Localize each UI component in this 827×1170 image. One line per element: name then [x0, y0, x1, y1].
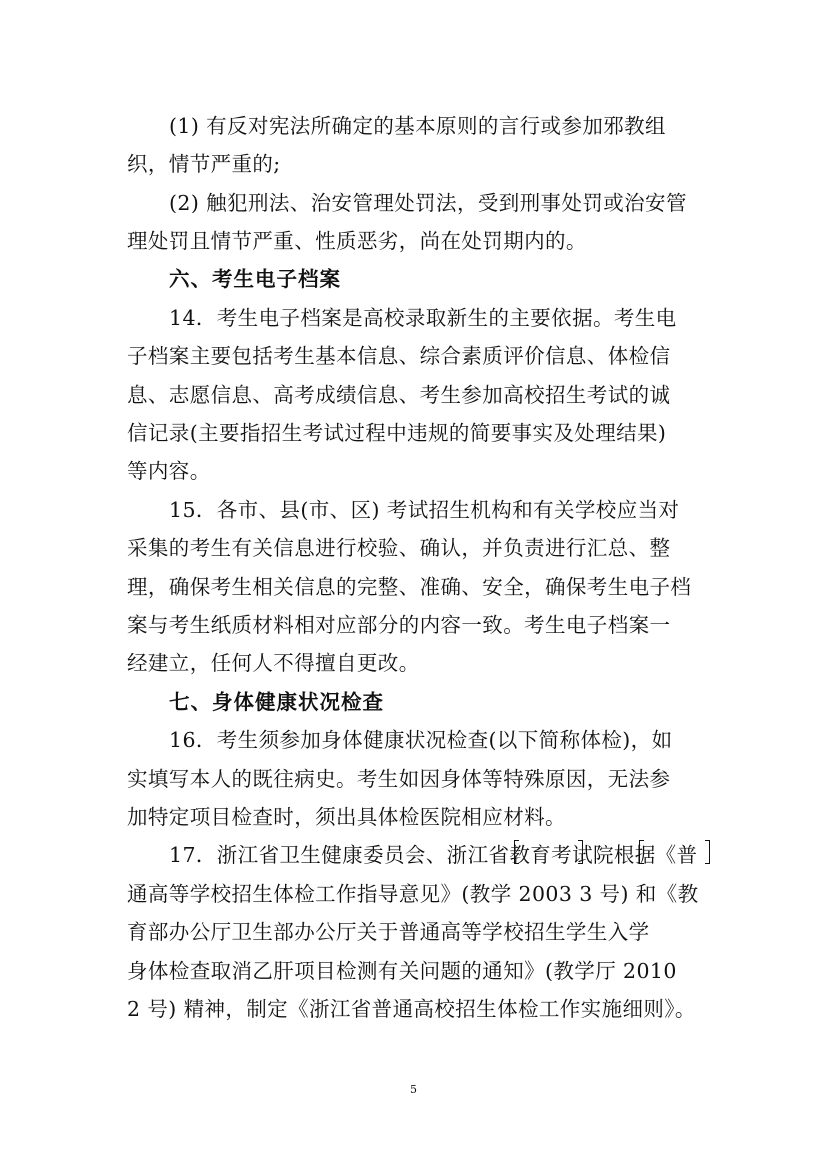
text-line: 通高等学校招生体检工作指导意见》(教学 2003 3 号) 和《教 [127, 882, 699, 906]
text-line: 采集的考生有关信息进行校验、确认，并负责进行汇总、整 [127, 536, 671, 560]
text-line: 15．各市、县(市、区) 考试招生机构和有关学校应当对 [169, 498, 680, 522]
text-line: 经建立，任何人不得擅自更改。 [127, 651, 420, 675]
text-line: 14．考生电子档案是高校录取新生的主要依据。考生电 [169, 306, 677, 330]
text-line: 加特定项目检查时，须出具体检医院相应材料。 [127, 805, 566, 829]
text-line: 理，确保考生相关信息的完整、准确、安全，确保考生电子档 [127, 575, 692, 599]
section-heading: 七、身体健康状况检查 [169, 690, 384, 714]
bracket-mark [705, 840, 710, 864]
text-line: (2) 触犯刑法、治安管理处罚法，受到刑事处罚或治安管 [169, 191, 687, 215]
text-line: 织，情节严重的; [127, 152, 281, 176]
text-line: 等内容。 [127, 459, 211, 483]
text-line: 子档案主要包括考生基本信息、综合素质评价信息、体检信 [127, 344, 671, 368]
bracket-mark [639, 840, 644, 864]
text-line: 2 号) 精神，制定《浙江省普通高校招生体检工作实施细则》。 [127, 997, 696, 1021]
text-line: 16．考生须参加身体健康状况检查(以下简称体检)，如 [169, 728, 673, 752]
bracket-mark [578, 840, 583, 864]
text-line: 实填写本人的既往病史。考生如因身体等特殊原因，无法参 [127, 767, 671, 791]
text-line: 17．浙江省卫生健康委员会、浙江省教育考试院根据《普 [169, 843, 698, 867]
page-number: 5 [410, 1083, 417, 1096]
bracket-mark [514, 840, 519, 864]
section-heading: 六、考生电子档案 [169, 267, 341, 291]
text-line: 信记录(主要指招生考试过程中违规的简要事实及处理结果) [127, 421, 667, 445]
text-line: 理处罚且情节严重、性质恶劣，尚在处罚期内的。 [127, 229, 587, 253]
text-line: 息、志愿信息、高考成绩信息、考生参加高校招生考试的诚 [127, 383, 671, 407]
text-line: 案与考生纸质材料相对应部分的内容一致。考生电子档案一 [127, 613, 671, 637]
text-line: 育部办公厅卫生部办公厅关于普通高等学校招生学生入学 [127, 920, 650, 944]
text-line: 身体检查取消乙肝项目检测有关问题的通知》(教学厅 2010 [127, 959, 677, 983]
text-line: (1) 有反对宪法所确定的基本原则的言行或参加邪教组 [169, 114, 666, 138]
